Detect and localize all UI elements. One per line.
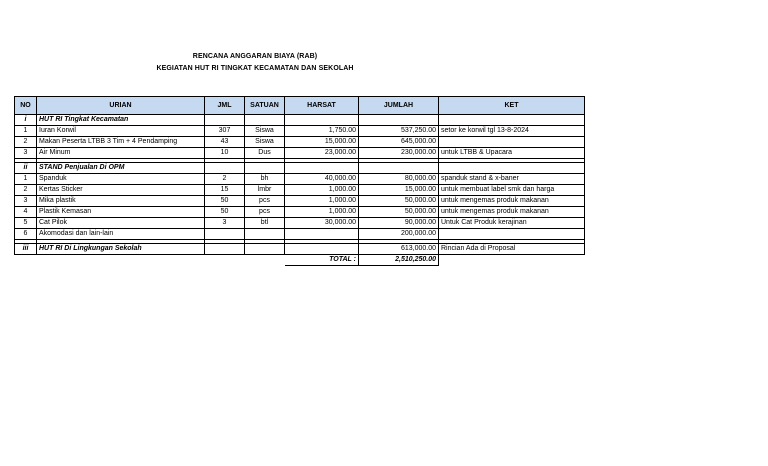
cell-urian: Kertas Sticker <box>37 185 205 196</box>
cell-no: 6 <box>15 229 37 240</box>
cell-harsat: 1,000.00 <box>285 207 359 218</box>
cell-urian: Akomodasi dan lain-lain <box>37 229 205 240</box>
section-satuan <box>245 115 285 126</box>
cell-ket: untuk mengemas produk makanan <box>439 207 585 218</box>
cell-jumlah: 90,000.00 <box>359 218 439 229</box>
cell-satuan <box>245 229 285 240</box>
table-row <box>15 218 585 229</box>
table-body <box>15 115 585 266</box>
section-no: iii <box>15 244 37 255</box>
header-jumlah: JUMLAH <box>359 97 439 115</box>
cell-ket: untuk membuat label smk dan harga <box>439 185 585 196</box>
header-satuan: SATUAN <box>245 97 285 115</box>
cell-no: 1 <box>15 126 37 137</box>
cell-satuan: bh <box>245 174 285 185</box>
table-row <box>15 137 585 148</box>
table-row <box>15 148 585 159</box>
section-satuan <box>245 244 285 255</box>
cell-no: 1 <box>15 174 37 185</box>
header-jml: JML <box>205 97 245 115</box>
cell-no: 2 <box>15 185 37 196</box>
cell-no: 3 <box>15 148 37 159</box>
section-jml <box>205 115 245 126</box>
cell-urian: Cat Pilok <box>37 218 205 229</box>
cell-jumlah: 50,000.00 <box>359 207 439 218</box>
cell-no: 3 <box>15 196 37 207</box>
cell-jml: 2 <box>205 174 245 185</box>
cell-ket: untuk LTBB & Upacara <box>439 148 585 159</box>
cell-harsat: 30,000.00 <box>285 218 359 229</box>
table-row <box>15 126 585 137</box>
cell-ket: Untuk Cat Produk kerajinan <box>439 218 585 229</box>
total-empty-cell <box>205 255 245 266</box>
budget-table <box>14 96 585 266</box>
total-empty-cell <box>15 255 37 266</box>
cell-harsat: 1,750.00 <box>285 126 359 137</box>
section-row <box>15 244 585 255</box>
header-urian: URIAN <box>37 97 205 115</box>
cell-urian: Air Minum <box>37 148 205 159</box>
section-harsat <box>285 163 359 174</box>
header-harsat: HARSAT <box>285 97 359 115</box>
cell-urian: Iuran Korwil <box>37 126 205 137</box>
section-jumlah <box>359 163 439 174</box>
table-row <box>15 174 585 185</box>
section-jml <box>205 163 245 174</box>
cell-harsat: 15,000.00 <box>285 137 359 148</box>
cell-satuan: Siswa <box>245 126 285 137</box>
cell-urian: Mika plastik <box>37 196 205 207</box>
section-ket <box>439 115 585 126</box>
cell-jumlah: 230,000.00 <box>359 148 439 159</box>
cell-harsat: 1,000.00 <box>285 196 359 207</box>
section-jumlah <box>359 115 439 126</box>
header-ket: KET <box>439 97 585 115</box>
section-no: i <box>15 115 37 126</box>
cell-ket: setor ke korwil tgl 13-8-2024 <box>439 126 585 137</box>
table-row <box>15 185 585 196</box>
document-subtitle: KEGIATAN HUT RI TINGKAT KECAMATAN DAN SEKOLAH <box>156 65 354 72</box>
section-no: ii <box>15 163 37 174</box>
total-empty-cell <box>439 255 585 266</box>
cell-satuan: Siswa <box>245 137 285 148</box>
section-satuan <box>245 163 285 174</box>
section-jumlah: 613,000.00 <box>359 244 439 255</box>
cell-satuan: pcs <box>245 207 285 218</box>
cell-jumlah: 537,250.00 <box>359 126 439 137</box>
total-row <box>15 255 585 266</box>
section-row <box>15 163 585 174</box>
cell-harsat <box>285 229 359 240</box>
section-title: HUT RI Di Lingkungan Sekolah <box>37 244 205 255</box>
cell-ket: untuk mengemas produk makanan <box>439 196 585 207</box>
section-row <box>15 115 585 126</box>
cell-no: 2 <box>15 137 37 148</box>
cell-jml: 10 <box>205 148 245 159</box>
cell-ket: spanduk stand & x-baner <box>439 174 585 185</box>
cell-jml: 50 <box>205 207 245 218</box>
total-value: 2,510,250.00 <box>359 255 439 266</box>
cell-no: 5 <box>15 218 37 229</box>
cell-satuan: lmbr <box>245 185 285 196</box>
cell-jumlah: 50,000.00 <box>359 196 439 207</box>
total-empty-cell <box>245 255 285 266</box>
cell-ket <box>439 229 585 240</box>
header-no: NO <box>15 97 37 115</box>
total-empty-cell <box>37 255 205 266</box>
section-title: STAND Penjualan Di OPM <box>37 163 205 174</box>
cell-urian: Plastik Kemasan <box>37 207 205 218</box>
cell-ket <box>439 137 585 148</box>
cell-urian: Spanduk <box>37 174 205 185</box>
cell-jumlah: 645,000.00 <box>359 137 439 148</box>
cell-jumlah: 80,000.00 <box>359 174 439 185</box>
cell-harsat: 23,000.00 <box>285 148 359 159</box>
document-title: RENCANA ANGGARAN BIAYA (RAB) <box>192 53 318 60</box>
cell-jml: 307 <box>205 126 245 137</box>
cell-satuan: Dus <box>245 148 285 159</box>
cell-jumlah: 15,000.00 <box>359 185 439 196</box>
cell-jml <box>205 229 245 240</box>
cell-jml: 15 <box>205 185 245 196</box>
cell-satuan: pcs <box>245 196 285 207</box>
section-jml <box>205 244 245 255</box>
total-label: TOTAL : <box>285 255 359 266</box>
cell-jml: 43 <box>205 137 245 148</box>
section-harsat <box>285 115 359 126</box>
cell-jml: 3 <box>205 218 245 229</box>
cell-urian: Makan Peserta LTBB 3 Tim + 4 Pendamping <box>37 137 205 148</box>
cell-harsat: 40,000.00 <box>285 174 359 185</box>
section-ket: Rincian Ada di Proposal <box>439 244 585 255</box>
table-row <box>15 207 585 218</box>
section-ket <box>439 163 585 174</box>
cell-jml: 50 <box>205 196 245 207</box>
table-row <box>15 229 585 240</box>
table-row <box>15 196 585 207</box>
table-header-row <box>15 97 585 115</box>
cell-no: 4 <box>15 207 37 218</box>
cell-harsat: 1,000.00 <box>285 185 359 196</box>
section-title: HUT RI Tingkat Kecamatan <box>37 115 205 126</box>
cell-satuan: btl <box>245 218 285 229</box>
cell-jumlah: 200,000.00 <box>359 229 439 240</box>
section-harsat <box>285 244 359 255</box>
